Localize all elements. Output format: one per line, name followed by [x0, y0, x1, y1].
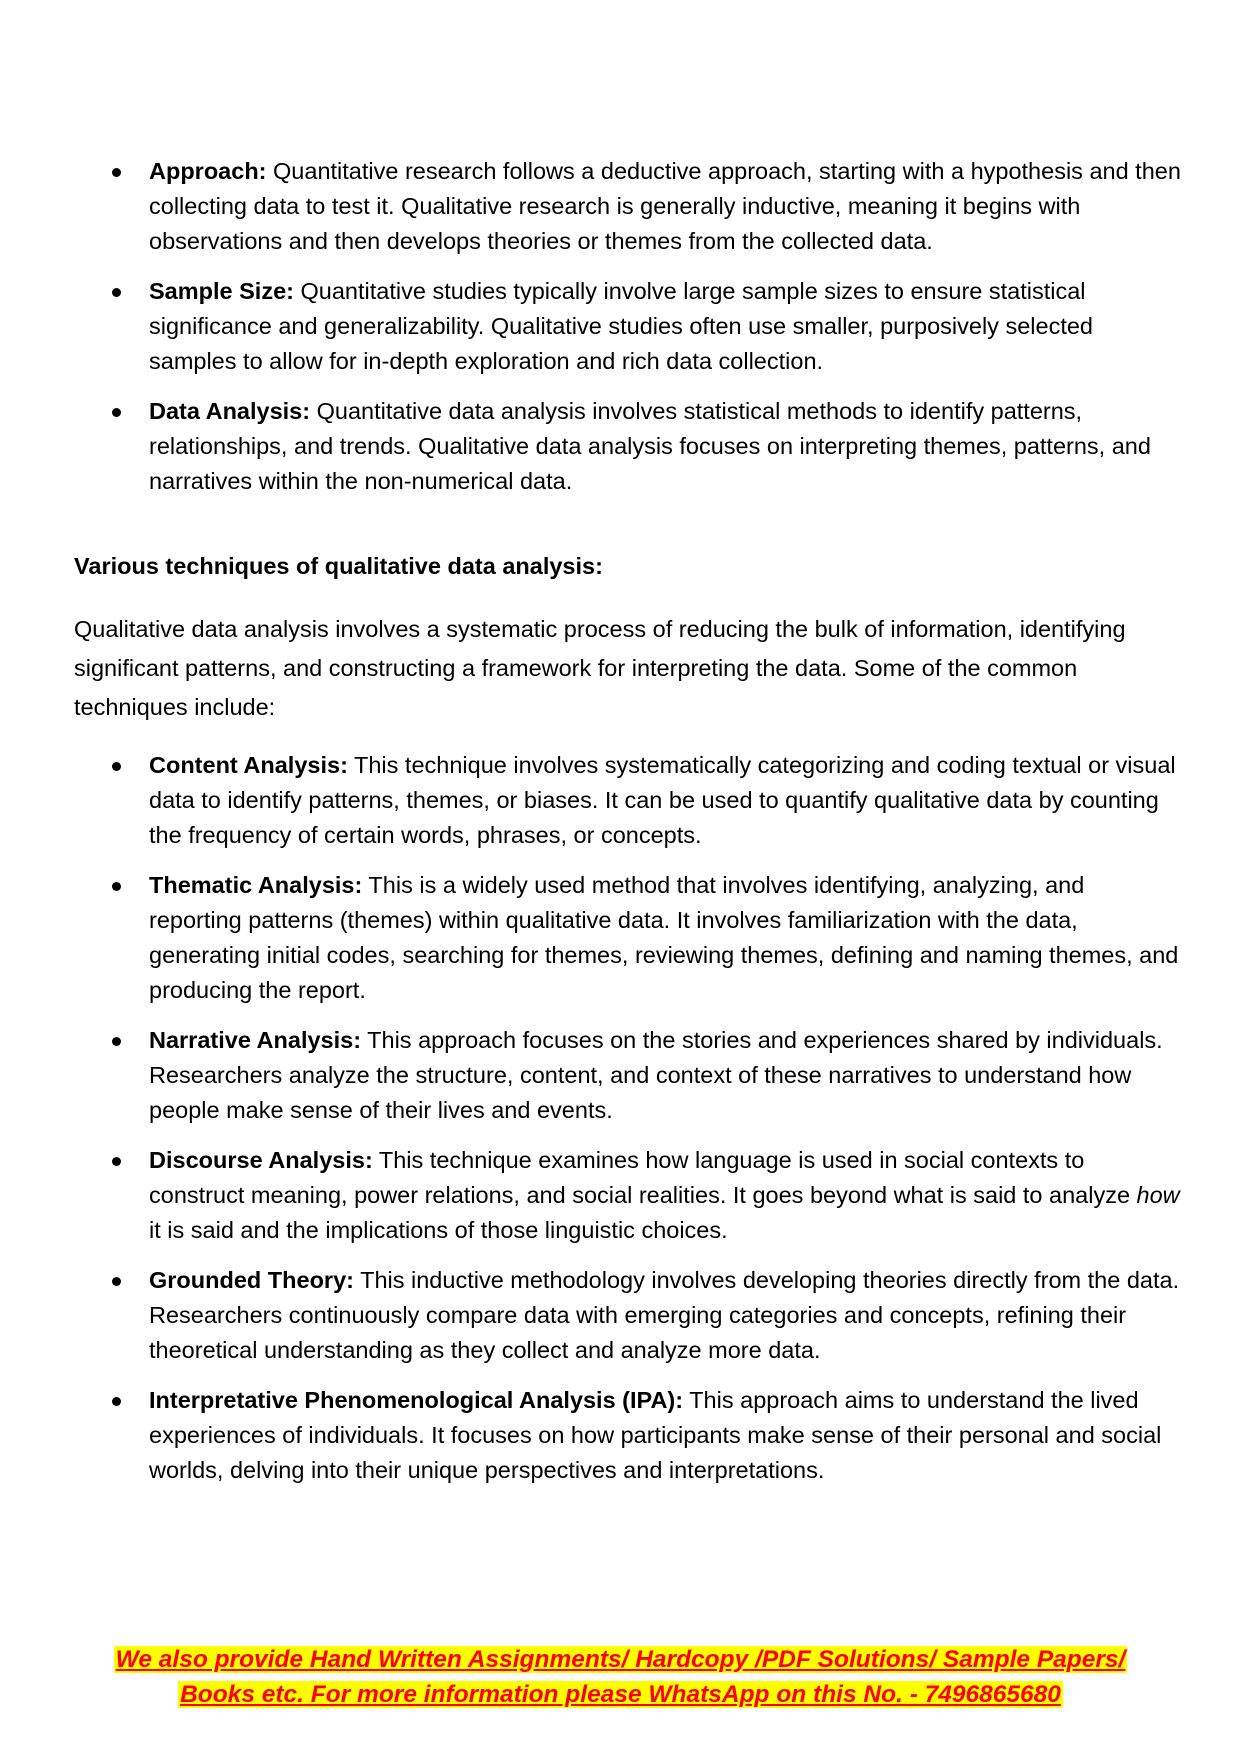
- bullet-icon: [112, 1277, 121, 1286]
- list-item-approach: [112, 154, 1182, 259]
- list-item-ipa: [112, 1383, 1182, 1488]
- emphasis-text: how: [1136, 1182, 1180, 1208]
- footer-line-1: We also provide Hand Written Assignments/ Hardcopy /PDF Solutions/ Sample Papers/: [115, 1646, 1126, 1673]
- bullet-icon: [112, 762, 121, 771]
- item-text: This technique involves systematically categorizing and coding textual or visual data to identify patterns, themes, or biases. It can be used to quantify qualitative data by counting the frequency of certain words, phrases, or concepts.: [149, 752, 1176, 848]
- intro-paragraph: Qualitative data analysis involves a systematic process of reducing the bulk of information, identifying significant patterns, and constructing a framework for interpreting the data. Some of the common techniques include:: [74, 616, 1126, 720]
- bullet-icon: [112, 168, 121, 177]
- term-label: Thematic Analysis:: [149, 872, 363, 898]
- list-item-data-analysis: [112, 394, 1182, 499]
- bullet-icon: [112, 1037, 121, 1046]
- term-label: Narrative Analysis:: [149, 1027, 362, 1053]
- bullet-icon: [112, 1397, 121, 1406]
- item-text: This approach focuses on the stories and experiences shared by individuals. Researchers analyze the structure, content, and context of these narratives to understand how people make sense of their lives and events.: [149, 1027, 1163, 1123]
- list-item-sample-size: [112, 274, 1182, 379]
- section-heading: Various techniques of qualitative data analysis:: [74, 553, 603, 579]
- item-text: This inductive methodology involves developing theories directly from the data. Researchers continuously compare data with emerging categories and concepts, refining their theoretical understanding as they collect and analyze more data.: [149, 1267, 1180, 1363]
- item-text: Quantitative data analysis involves statistical methods to identify patterns, relationships, and trends. Qualitative data analysis focuses on interpreting themes, patterns, and narratives within the non-numerical data.: [149, 398, 1151, 494]
- term-label: Content Analysis:: [149, 752, 348, 778]
- term-label: Approach:: [149, 158, 267, 184]
- item-text: This approach aims to understand the lived experiences of individuals. It focuses on how participants make sense of their personal and social worlds, delving into their unique perspectives and interpretations.: [149, 1387, 1162, 1483]
- item-text: Quantitative studies typically involve large sample sizes to ensure statistical significance and generalizability. Qualitative studies often use smaller, purposively selected samples to allow for in-depth exploration and rich data collection.: [149, 278, 1093, 374]
- item-text: Quantitative research follows a deductive approach, starting with a hypothesis and then collecting data to test it. Qualitative research is generally inductive, meaning it begins with observations and then develops theories or themes from the collected data.: [149, 158, 1181, 254]
- term-label: Grounded Theory:: [149, 1267, 354, 1293]
- item-text: This is a widely used method that involves identifying, analyzing, and reporting patterns (themes) within qualitative data. It involves familiarization with the data, generating initial codes, searching for themes, reviewing themes, defining and naming themes, and producing the report.: [149, 872, 1179, 1003]
- list-item-discourse-analysis: [112, 1143, 1182, 1248]
- term-label: Discourse Analysis:: [149, 1147, 373, 1173]
- bullet-icon: [112, 1157, 121, 1166]
- footer-advertisement: [60, 1642, 1181, 1712]
- item-text-continued: it is said and the implications of those linguistic choices.: [149, 1217, 728, 1243]
- term-label: Sample Size:: [149, 278, 294, 304]
- comparison-list: [112, 154, 1182, 514]
- bullet-icon: [112, 882, 121, 891]
- list-item-content-analysis: [112, 748, 1182, 853]
- term-label: Data Analysis:: [149, 398, 311, 424]
- list-item-thematic-analysis: [112, 868, 1182, 1008]
- list-item-narrative-analysis: [112, 1023, 1182, 1128]
- term-label: Interpretative Phenomenological Analysis (IPA):: [149, 1387, 684, 1413]
- list-item-grounded-theory: [112, 1263, 1182, 1368]
- techniques-list: [112, 748, 1182, 1503]
- bullet-icon: [112, 288, 121, 297]
- bullet-icon: [112, 408, 121, 417]
- footer-line-2: Books etc. For more information please WhatsApp on this No. - 7496865680: [180, 1681, 1061, 1708]
- item-text: This technique examines how language is used in social contexts to construct meaning, power relations, and social realities. It goes beyond what is said to analyze: [149, 1147, 1137, 1208]
